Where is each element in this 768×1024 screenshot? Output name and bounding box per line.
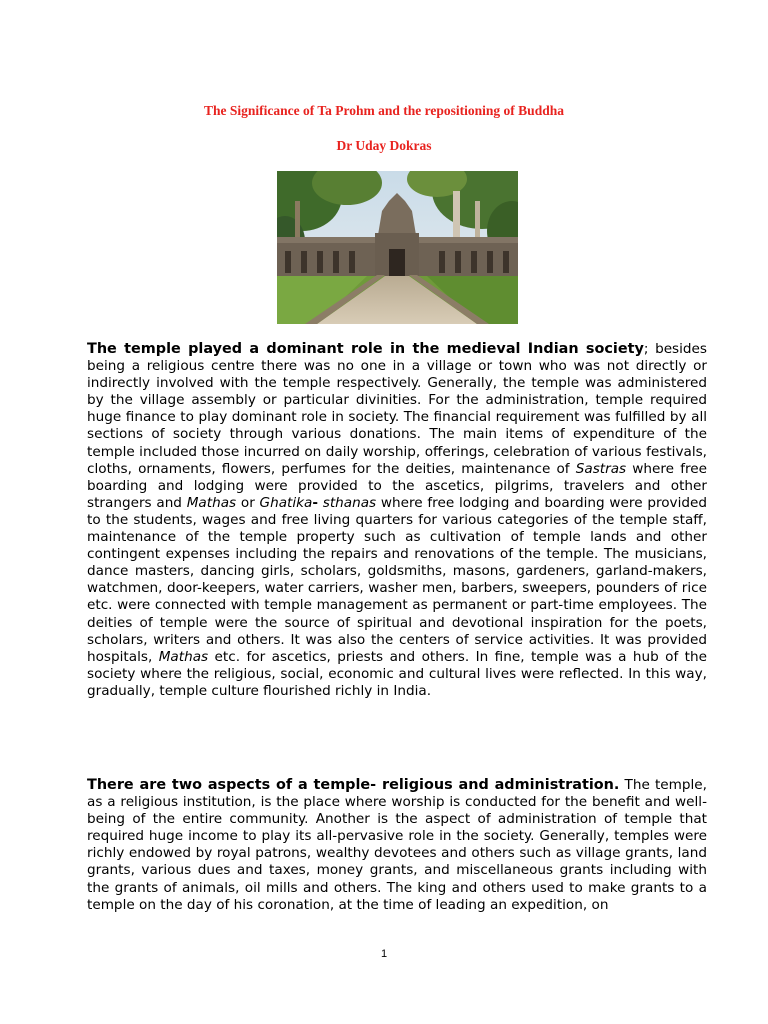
italic-term: Sastras bbox=[575, 460, 627, 477]
paragraph-temple-role bbox=[87, 341, 707, 700]
paragraph-text: The temple, as a religious institution, is the place where worship is conducted for the benefit and well-being of the entire community. Another is the aspect of administration of temple that required huge income to play its all-pervasive role in the society. Generally, temples were richly endowed by royal patrons, wealthy devotees and others such as village grants, land grants, various dues and taxes, money grants, and miscellaneous grants including with the grants of animals, oil mills and others. The king and others used to make grants to a temple on the day of his coronation, at the time of leading an expedition, on bbox=[87, 777, 707, 913]
document-author: Dr Uday Dokras bbox=[336, 138, 432, 153]
paragraph-text: etc. for ascetics, priests and others. In fine, temple was a hub of the society where the religious, social, economic and cultural lives were reflected. In this way, gradually, temple culture flourished richly in India. bbox=[87, 648, 707, 699]
paragraph-text: or bbox=[236, 494, 260, 511]
ta-prohm-temple-photo bbox=[277, 171, 518, 324]
page-number: 1 bbox=[380, 948, 388, 960]
italic-term: Mathas bbox=[186, 494, 237, 511]
paragraph-temple-aspects bbox=[87, 777, 707, 914]
italic-term: Ghatika bbox=[259, 494, 313, 511]
paragraph-lead-bold: The temple played a dominant role in the medieval Indian society bbox=[87, 341, 644, 357]
paragraph-text: where free boarding and lodging were provided to the ascetics, pilgrims, travelers and other strangers and bbox=[87, 460, 707, 511]
paragraph-text: where free lodging and boarding were provided to the students, wages and free living quarters for various categories of the temple staff, maintenance of the temple property such as cultivation of temple lands and other contingent expenses including the repairs and renovations of the temple. The musicians, dance masters, dancing girls, scholars, goldsmiths, masons, gardeners, garland-makers, watchmen, door-keepers, water carriers, washer men, barbers, sweepers, pounders of rice etc. were connected with temple management as permanent or part-time employees. The deities of temple were the source of spiritual and devotional inspiration for the poets, scholars, writers and others. It was also the centers of service activities. It was provided hospitals, bbox=[87, 494, 707, 665]
italic-term: Mathas bbox=[158, 648, 209, 665]
paragraph-lead-bold: There are two aspects of a temple- religious and administration. bbox=[87, 777, 620, 793]
italic-term: sthanas bbox=[318, 494, 377, 511]
bold-dash: - bbox=[312, 494, 318, 511]
paragraph-text: ; besides being a religious centre there was no one in a village or town who was not directly or indirectly involved with the temple respectively. Generally, the temple was administered by the village assembly or particular divinities. For the administration, temple required huge finance to play dominant role in society. The financial requirement was fulfilled by all sections of society through various donations. The main items of expenditure of the temple included those incurred on daily worship, offerings, celebration of various festivals, cloths, ornaments, flowers, perfumes for the deities, maintenance of bbox=[87, 341, 707, 477]
document-title: The Significance of Ta Prohm and the repositioning of Buddha bbox=[204, 103, 564, 118]
